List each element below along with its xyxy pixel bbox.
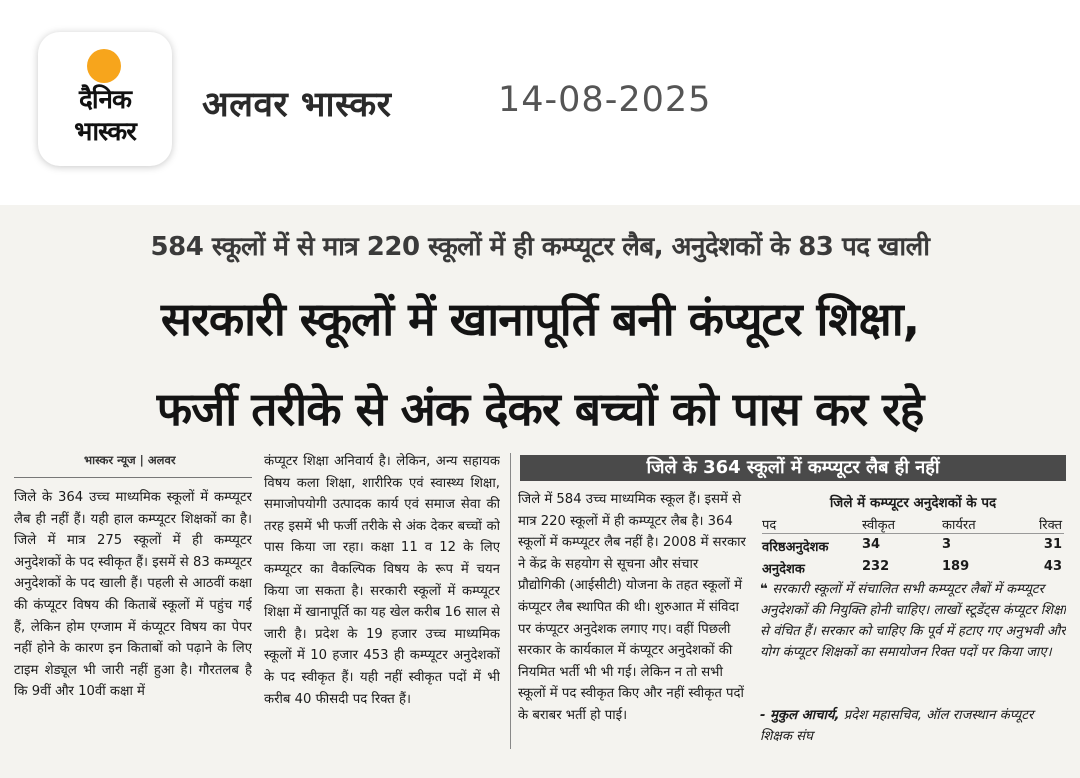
quote-mark-icon: ❝	[760, 582, 773, 597]
quote-text: सरकारी स्कूलों में संचालित सभी कम्प्यूटर लैबों में कम्प्यूटर अनुदेशकों की नियुक्ति होनी चाहिए। लाखों स्टूडेंट्स कंप्यूटर शिक्षा से वंचित हैं। सरकार को चाहिए कि पूर्व में हटाए गए अनुभवी और योग कंप्यूटर शिक्षकों का समायोजन रिक्त पदों पर किया जाए।	[760, 582, 1066, 660]
table-cell: 232	[862, 559, 890, 574]
table-header-cell: कार्यरत	[942, 518, 976, 533]
quote-block	[760, 579, 1066, 699]
table-cell: 3	[942, 537, 952, 552]
quote-attribution	[760, 705, 1066, 749]
table-divider	[762, 533, 1064, 534]
posts-table-title: जिले में कम्प्यूटर अनुदेशकों के पद	[829, 495, 997, 511]
column-divider	[510, 453, 511, 749]
table-cell: वरिष्ठअनुदेशक	[762, 540, 829, 555]
logo-text-line2: भास्कर	[74, 117, 136, 147]
table-cell: 189	[942, 559, 970, 574]
article-column-1: जिले के 364 उच्च माध्यमिक स्कूलों में कम्प्यूटर लैब ही नहीं हैं। यही हाल कम्प्यूटर शिक्षकों का है। जिले में मात्र 275 स्कूलों में ही कम्प्यूटर अनुदेशकों के पद स्वीकृत हैं। इसमें से 83 कम्प्यूटर अनुदेशकों के पद खाली हैं। पहली से आठवीं कक्षा की कंप्यूटर विषय की किताबें स्कूलों में पहुंच गई हैं, लेकिन होम एग्जाम में कंप्यूटर विषय का पेपर नहीं होने के कारण इन किताबों को पढ़ाने के लिए टाइम शेड्यूल भी जारी नहीं हुआ है। गौरतलब है कि 9वीं और 10वीं कक्षा में	[14, 490, 252, 700]
table-cell: 34	[862, 537, 881, 552]
headline-line2: फर्जी तरीके से अंक देकर बच्चों को पास कर रहे	[156, 382, 924, 436]
posts-table-header	[762, 515, 1062, 535]
table-cell: 43	[1043, 559, 1062, 574]
newspaper-clipping	[0, 205, 1080, 778]
attribution-name: - मुकुल आचार्य,	[760, 708, 840, 723]
table-header-cell: रिक्त	[1038, 518, 1062, 533]
table-row	[762, 537, 1062, 557]
table-cell: 31	[1043, 537, 1062, 552]
byline: भास्कर न्यूज | अलवर	[84, 453, 176, 467]
table-row	[762, 559, 1062, 579]
subhead-band: जिले के 364 स्कूलों में कम्प्यूटर लैब ही नहीं	[520, 455, 1066, 481]
cropped-next-headline	[0, 755, 1080, 778]
attribution-role: प्रदेश महासचिव, ऑल राजस्थान कंप्यूटर शिक्षक संघ	[760, 708, 1034, 744]
article-column-3: जिले में 584 उच्च माध्यमिक स्कूल हैं। इसमें से मात्र 220 स्कूलों में ही कम्प्यूटर लैब है। 364 स्कूलों में कम्प्यूटर लैब नहीं है। 2008 में सरकार ने केंद्र के सहयोग से सूचना और संचार प्रौद्योगिकी (आईसीटी) योजना के तहत स्कूलों में कंप्यूटर लैब स्थापित की थी। शुरुआत में संविदा पर कंप्यूटर अनुदेशक लगाए गए। वहीं पिछली सरकार के कार्यकाल में कंप्यूटर अनुदेशकों की नियमित भर्ती भी भी गई। लेकिन न तो सभी स्कूलों में पद स्वीकृत किए और नहीं स्वीकृत पदों के बराबर भर्ती हो पाई।	[518, 492, 746, 723]
byline-divider	[14, 477, 252, 478]
table-header-cell: पद	[762, 518, 777, 533]
kicker-headline: 584 स्कूलों में से मात्र 220 स्कूलों में ही कम्प्यूटर लैब, अनुदेशकों के 83 पद खाली	[150, 232, 930, 262]
sun-icon	[87, 49, 121, 83]
edition-title: अलवर भास्कर	[202, 85, 392, 125]
table-header-cell: स्वीकृत	[862, 518, 896, 533]
table-cell: अनुदेशक	[762, 562, 805, 577]
dainik-bhaskar-logo[interactable]	[38, 32, 172, 166]
logo-text-line1: दैनिक	[79, 85, 131, 115]
app-header	[0, 0, 1080, 195]
edition-date: 14-08-2025	[498, 80, 712, 120]
article-column-2: कंप्यूटर शिक्षा अनिवार्य है। लेकिन, अन्य सहायक विषय कला शिक्षा, शारीरिक एवं स्वास्थ्य शिक्षा, समाजोपयोगी उत्पादक कार्य एवं समाज सेवा की तरह इसमें भी फर्जी तरीके से अंक देकर बच्चों को पास किया जा रहा। कक्षा 11 व 12 के लिए कम्प्यूटर का वैकल्पिक विषय के रूप में चयन किया जा सकता है। सरकारी स्कूलों में कम्प्यूटर शिक्षा में खानापूर्ति का यह खेल करीब 16 साल से जारी है। प्रदेश के 19 हजार उच्च माध्यमिक स्कूलों में 10 हजार 453 ही कम्प्यूटर अनुदेशकों के पद स्वीकृत हैं। यही नहीं स्वीकृत पदों में भी करीब 40 फीसदी पद रिक्त हैं।	[264, 454, 500, 707]
headline-line1: सरकारी स्कूलों में खानापूर्ति बनी कंप्यूटर शिक्षा,	[160, 292, 920, 346]
